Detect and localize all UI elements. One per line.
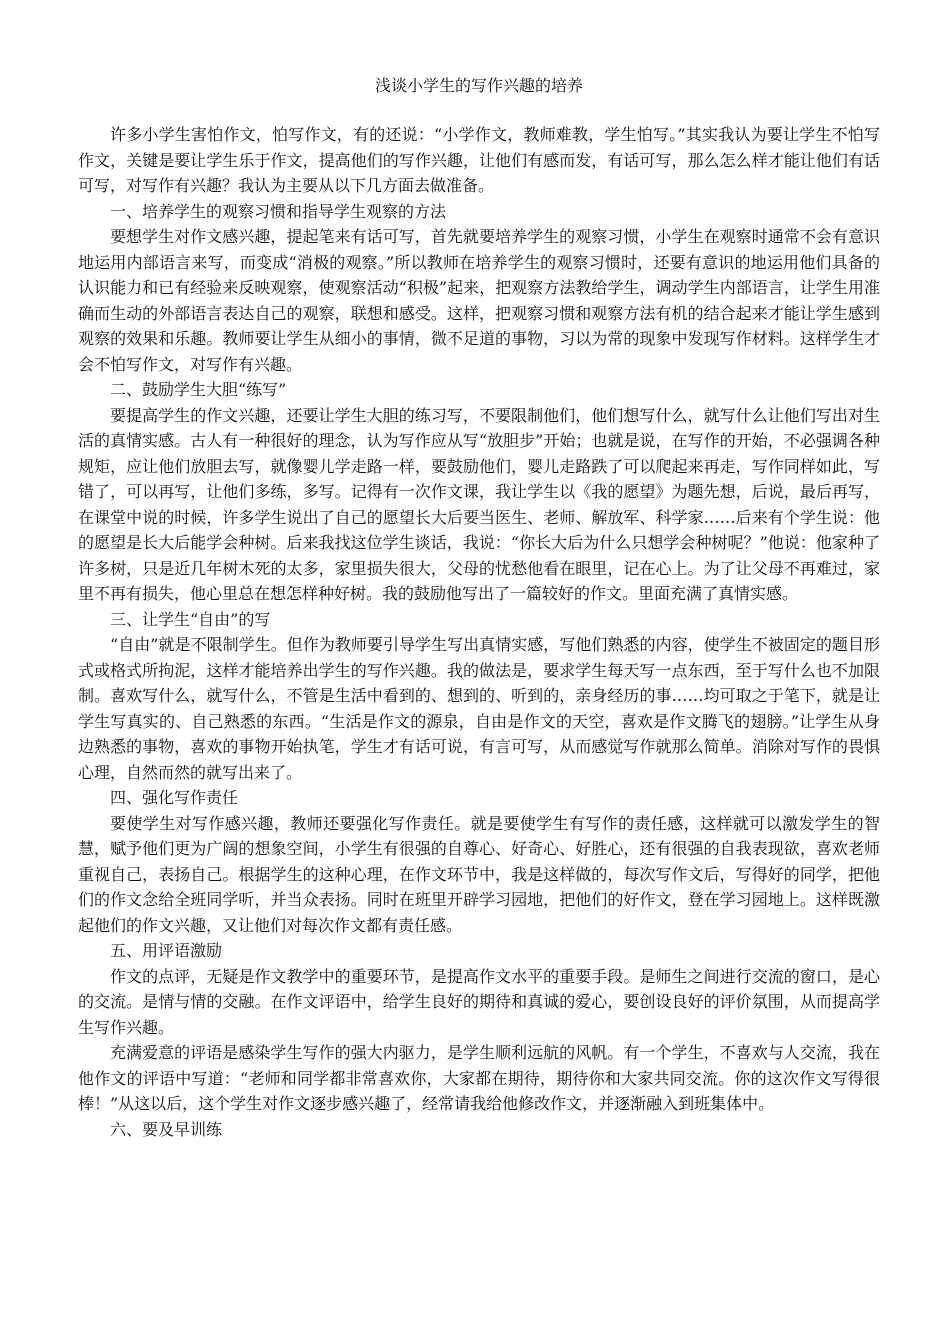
body-paragraph: 要想学生对作文感兴趣，提起笔来有话可写，首先就要培养学生的观察习惯，小学生在观察时通常不会有意识地运用内部语言来写，而变成“消极的观察。”所以教师在培养学生的观察习惯时，还要有意识的地运用他们具备的认识能力和已有经验来反映观察，使观察活动“积极”起来，把观察方法教给学生，调动学生内部语言，让学生用准确而生动的外部语言表达自己的观察，联想和感受。这样，把观察习惯和观察方法有机的结合起来才能让学生感到观察的效果和乐趣。教师要让学生从细小的事情，微不足道的事物，习以为常的现象中发现写作材料。这样学生才会不怕写作文，对写作有兴趣。 bbox=[78, 227, 880, 374]
section-heading-3: 三、让学生“自由”的写 bbox=[110, 609, 271, 629]
section-heading-1: 一、培养学生的观察习惯和指导学生观察的方法 bbox=[110, 201, 447, 221]
intro-paragraph: 许多小学生害怕作文，怕写作文，有的还说：“小学作文，教师难教，学生怕写。”其实我认为要让学生不怕写作文，关键是要让学生乐于作文，提高他们的写作兴趣，让他们有感而发，有话可写，那么怎么样才能让他们有话可写，对写作有兴趣？我认为主要从以下几方面去做准备。 bbox=[78, 125, 880, 195]
document-body bbox=[78, 122, 880, 1142]
body-paragraph: 要使学生对写作感兴趣，教师还要强化写作责任。就是要使学生有写作的责任感，这样就可以激发学生的智慧，赋予他们更为广阔的想象空间，小学生有很强的自尊心、好奇心、好胜心，还有很强的自我表现欲，喜欢老师重视自己，表扬自己。根据学生的这种心理，在作文环节中，我是这样做的，每次写作文后，写得好的同学，把他们的作文念给全班同学听，并当众表扬。同时在班里开辟学习园地，把他们的好作文，登在学习园地上。这样既激起他们的作文兴趣，又让他们对每次作文都有责任感。 bbox=[78, 813, 880, 935]
body-paragraph: 充满爱意的评语是感染学生写作的强大内驱力，是学生顺利远航的风帆。有一个学生，不喜欢与人交流，我在他作文的评语中写道：“老师和同学都非常喜欢你，大家都在期待，期待你和大家共同交流。你的这次作文写得很棒！”从这以后，这个学生对作文逐步感兴趣了，经常请我给他修改作文，并逐渐融入到班集体中。 bbox=[78, 1043, 880, 1113]
section-heading-2: 二、鼓励学生大胆“练写” bbox=[110, 380, 287, 399]
document-page bbox=[78, 72, 880, 1142]
section-heading-5: 五、用评语激励 bbox=[110, 941, 223, 960]
section-heading-4: 四、强化写作责任 bbox=[110, 788, 239, 807]
body-paragraph: 要提高学生的作文兴趣，还要让学生大胆的练习写，不要限制他们，他们想写什么，就写什么让他们写出对生活的真情实感。古人有一种很好的理念，认为写作应从写“放胆步”开始；也就是说，在写作的开始，不必强调各种规矩，应让他们放胆去写，就像婴儿学走路一样，要鼓励他们，婴儿走路跌了可以爬起来再走，写作同样如此，写错了，可以再写，让他们多练，多写。记得有一次作文课，我让学生以《我的愿望》为题先想，后说，最后再写，在课堂中说的时候，许多学生说出了自己的愿望长大后要当医生、老师、解放军、科学家……后来有个学生说：他的愿望是长大后能学会种树。后来我找这位学生谈话，我说：“你长大后为什么只想学会种树呢？”他说：他家种了许多树，只是近几年树木死的太多，家里损失很大，父母的忧愁他看在眼里，记在心上。为了让父母不再难过，家里不再有损失，他心里总在想怎样种好树。我的鼓励他写出了一篇较好的作文。里面充满了真情实感。 bbox=[78, 405, 880, 603]
body-paragraph: “自由”就是不限制学生。但作为教师要引导学生写出真情实感，写他们熟悉的内容，使学生不被固定的题目形式或格式所拘泥，这样才能培养出学生的写作兴趣。我的做法是，要求学生每天写一点东西，至于写什么也不加限制。喜欢写什么，就写什么，不管是生活中看到的、想到的、听到的，亲身经历的事……均可取之于笔下，就是让学生写真实的、自己熟悉的东西。“生活是作文的源泉，自由是作文的天空，喜欢是作文腾飞的翅膀。”让学生从身边熟悉的事物，喜欢的事物开始执笔，学生才有话可说，有言可写，从而感觉写作就那么简单。消除对写作的畏惧心理，自然而然的就写出来了。 bbox=[78, 635, 880, 782]
document-title: 浅谈小学生的写作兴趣的培养 bbox=[374, 76, 583, 95]
body-paragraph: 作文的点评，无疑是作文教学中的重要环节，是提高作文水平的重要手段。是师生之间进行交流的窗口，是心的交流。是情与情的交融。在作文评语中，给学生良好的期待和真诚的爱心，要创设良好的评价氛围，从而提高学生写作兴趣。 bbox=[78, 966, 880, 1037]
section-heading-6: 六、要及早训练 bbox=[110, 1119, 223, 1139]
